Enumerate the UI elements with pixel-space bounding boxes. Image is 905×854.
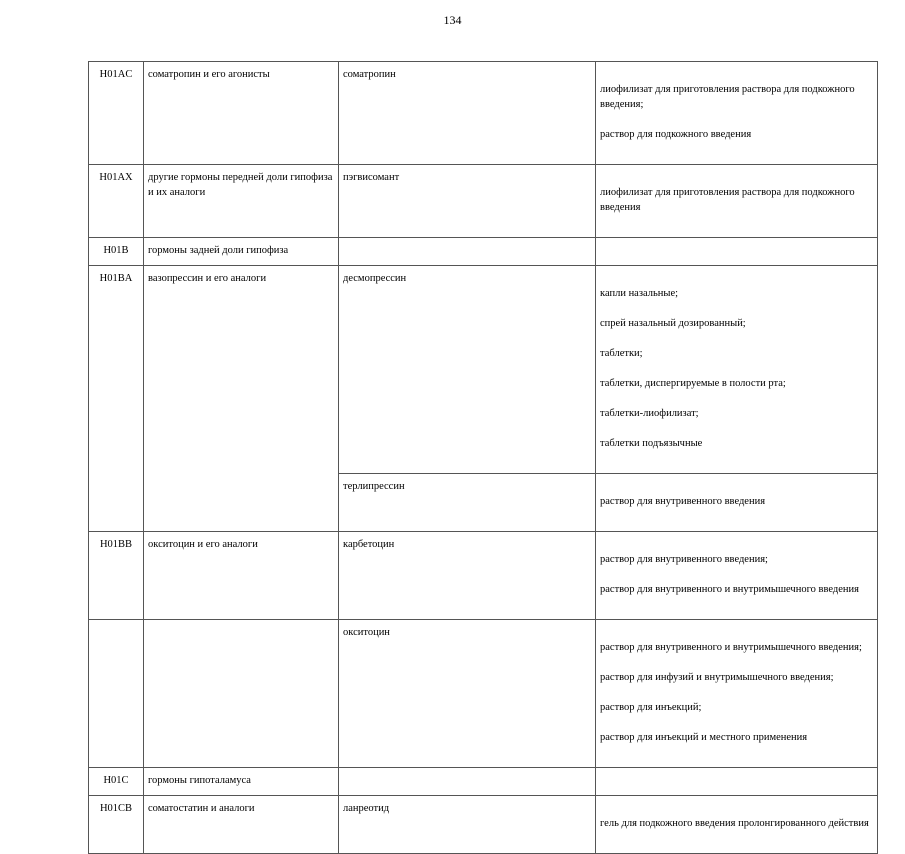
atc-code-cell: H01BA: [89, 266, 144, 532]
substance-cell: пэгвисомант: [339, 165, 596, 238]
dosage-forms-cell: [596, 62, 878, 165]
dosage-form: раствор для инъекций;: [600, 702, 702, 713]
substance-cell: ланреотид: [339, 796, 596, 854]
dosage-forms-cell: [596, 266, 878, 474]
dosage-form: гель для подкожного введения пролонгированного действия: [600, 818, 869, 829]
table-row: [89, 768, 878, 796]
group-cell: окситоцин и его аналоги: [144, 532, 339, 620]
drug-table: [88, 61, 878, 854]
group-cell: гормоны гипоталамуса: [144, 768, 339, 796]
atc-code-cell: H01BB: [89, 532, 144, 620]
substance-cell: десмопрессин: [339, 266, 596, 474]
substance-cell: соматропин: [339, 62, 596, 165]
atc-code-cell: H01CB: [89, 796, 144, 854]
dosage-form: раствор для внутривенного и внутримышечного введения: [600, 584, 859, 595]
table-row: [89, 532, 878, 620]
substance-cell: [339, 238, 596, 266]
group-cell: гормоны задней доли гипофиза: [144, 238, 339, 266]
substance-cell: окситоцин: [339, 620, 596, 768]
dosage-form: раствор для внутривенного введения: [600, 496, 766, 507]
group-cell: [144, 620, 339, 768]
dosage-forms-cell: [596, 620, 878, 768]
atc-code-cell: H01AC: [89, 62, 144, 165]
table-row: [89, 266, 878, 474]
table-row: [89, 238, 878, 266]
group-cell: другие гормоны передней доли гипофиза и их аналоги: [144, 165, 339, 238]
table-row: [89, 620, 878, 768]
dosage-forms-cell: [596, 532, 878, 620]
page-number: 134: [443, 13, 462, 27]
group-cell: вазопрессин и его аналоги: [144, 266, 339, 532]
atc-code-cell: [89, 620, 144, 768]
dosage-form: раствор для внутривенного и внутримышечного введения;: [600, 642, 862, 653]
table-row: [89, 796, 878, 854]
atc-code-cell: H01B: [89, 238, 144, 266]
dosage-form: таблетки;: [600, 348, 643, 359]
atc-code-cell: H01C: [89, 768, 144, 796]
table-row: [89, 165, 878, 238]
dosage-form: раствор для инъекций и местного применения: [600, 732, 808, 743]
dosage-forms-cell: [596, 768, 878, 796]
dosage-form: раствор для внутривенного введения;: [600, 554, 768, 565]
dosage-form: капли назальные;: [600, 288, 679, 299]
dosage-forms-cell: [596, 165, 878, 238]
dosage-form: раствор для инфузий и внутримышечного введения;: [600, 672, 834, 683]
substance-cell: карбетоцин: [339, 532, 596, 620]
dosage-form: таблетки-лиофилизат;: [600, 408, 699, 419]
dosage-form: лиофилизат для приготовления раствора для подкожного введения: [600, 187, 855, 213]
dosage-form: таблетки подъязычные: [600, 438, 703, 449]
dosage-form: лиофилизат для приготовления раствора для подкожного введения;: [600, 84, 855, 110]
substance-cell: [339, 768, 596, 796]
table-row: [89, 62, 878, 165]
atc-code-cell: H01AX: [89, 165, 144, 238]
dosage-form: раствор для подкожного введения: [600, 129, 752, 140]
dosage-forms-cell: [596, 238, 878, 266]
group-cell: соматропин и его агонисты: [144, 62, 339, 165]
dosage-form: таблетки, диспергируемые в полости рта;: [600, 378, 786, 389]
group-cell: соматостатин и аналоги: [144, 796, 339, 854]
dosage-form: спрей назальный дозированный;: [600, 318, 746, 329]
dosage-forms-cell: [596, 796, 878, 854]
substance-cell: терлипрессин: [339, 474, 596, 532]
dosage-forms-cell: [596, 474, 878, 532]
